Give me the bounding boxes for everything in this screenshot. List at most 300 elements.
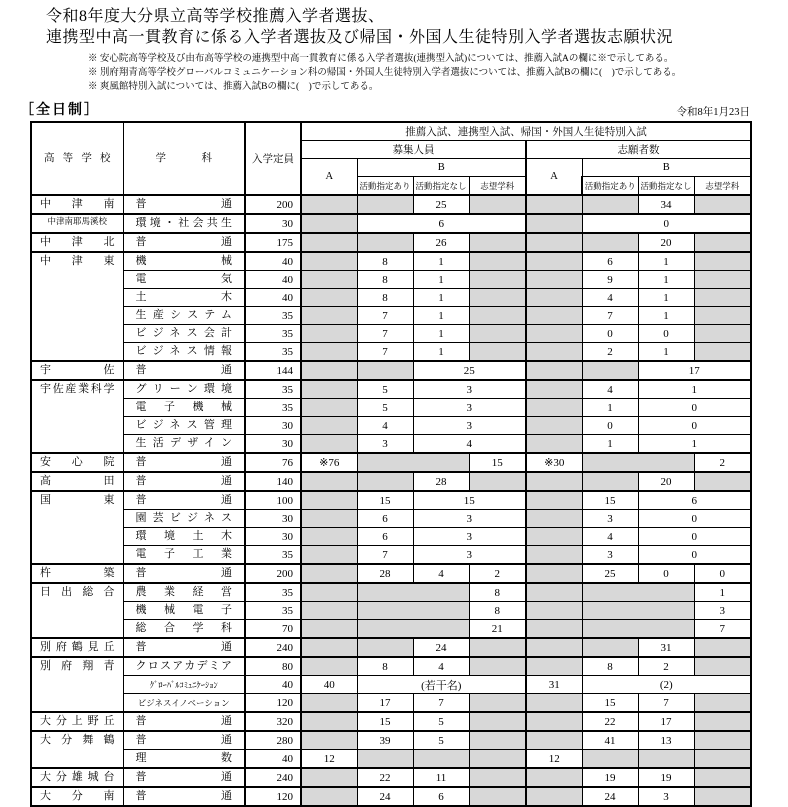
value-cell: ※76 (301, 453, 357, 472)
value-cell (582, 472, 638, 491)
value-cell (526, 491, 582, 510)
value-cell (526, 417, 582, 435)
department-cell: 農業経営 (123, 583, 245, 602)
capacity-cell: 40 (245, 750, 301, 769)
capacity-cell: 30 (245, 510, 301, 528)
value-cell: 0 (638, 325, 694, 343)
value-cell: 41 (582, 731, 638, 750)
value-cell (694, 233, 751, 252)
value-cell (357, 750, 413, 769)
value-cell: 1 (694, 583, 751, 602)
capacity-cell: 140 (245, 472, 301, 491)
value-cell (301, 435, 357, 454)
value-cell (301, 361, 357, 380)
value-cell: 3 (582, 546, 638, 565)
table-row (31, 380, 751, 399)
value-cell: 8 (469, 583, 526, 602)
value-cell (582, 750, 638, 769)
value-cell: (2) (582, 676, 751, 694)
value-cell: 6 (357, 510, 413, 528)
department-cell: 普通 (123, 712, 245, 731)
value-cell: 1 (638, 307, 694, 325)
capacity-cell: 35 (245, 307, 301, 325)
table-row (31, 638, 751, 657)
school-name-cell: 中津南 (31, 195, 123, 214)
capacity-cell: 175 (245, 233, 301, 252)
table-row (31, 307, 751, 325)
header-school: 高等学校 (31, 122, 123, 195)
header-capacity: 入学定員 (245, 122, 301, 195)
value-cell: 3 (638, 787, 694, 806)
department-cell: 理数 (123, 750, 245, 769)
value-cell (301, 271, 357, 289)
department-cell: ビジネスイノベーション (123, 694, 245, 713)
value-cell (357, 583, 469, 602)
value-cell: 7 (357, 325, 413, 343)
value-cell: 3 (357, 435, 413, 454)
value-cell (526, 787, 582, 806)
department-cell: ビジネス管理 (123, 417, 245, 435)
value-cell: (若干名) (357, 676, 526, 694)
value-cell (469, 750, 526, 769)
value-cell (526, 638, 582, 657)
value-cell (301, 399, 357, 417)
value-cell (694, 787, 751, 806)
value-cell: 15 (357, 491, 413, 510)
value-cell: 1 (582, 435, 638, 454)
capacity-cell: 35 (245, 602, 301, 620)
value-cell (301, 252, 357, 271)
value-cell: 1 (638, 380, 751, 399)
value-cell: 15 (582, 694, 638, 713)
value-cell (694, 289, 751, 307)
value-cell: 1 (413, 289, 469, 307)
value-cell (526, 271, 582, 289)
value-cell: 1 (638, 252, 694, 271)
value-cell: 8 (357, 289, 413, 307)
table-row (31, 472, 751, 491)
header-recruit: 募集人員 (301, 141, 526, 159)
value-cell: ※30 (526, 453, 582, 472)
value-cell (301, 510, 357, 528)
value-cell: 31 (638, 638, 694, 657)
note-line: ※ 別府翔青高等学校グローバルコミュニケーション科の帰国・外国人生徒特別入学者選抜については、推薦入試Bの欄に( )で示してある。 (88, 67, 682, 78)
value-cell (694, 343, 751, 362)
value-cell: 2 (469, 564, 526, 583)
department-cell: 普通 (123, 453, 245, 472)
department-cell: 機械電子 (123, 602, 245, 620)
table-row (31, 510, 751, 528)
value-cell: 17 (357, 694, 413, 713)
department-cell: 電子機械 (123, 399, 245, 417)
table-row (31, 602, 751, 620)
value-cell (469, 233, 526, 252)
value-cell: 6 (638, 491, 751, 510)
value-cell (301, 768, 357, 787)
school-name-cell: 宇佐産業科学 (31, 380, 123, 453)
department-cell: 普通 (123, 638, 245, 657)
document-title (46, 7, 788, 49)
value-cell: 0 (638, 546, 751, 565)
value-cell: 4 (413, 435, 526, 454)
capacity-cell: 70 (245, 620, 301, 639)
value-cell (469, 712, 526, 731)
value-cell (357, 620, 469, 639)
header-department: 学科 (123, 122, 245, 195)
value-cell: 20 (638, 233, 694, 252)
table-row (31, 694, 751, 713)
value-cell (301, 694, 357, 713)
header-desired-department: 志望学科 (469, 177, 526, 196)
department-cell: 生産システム (123, 307, 245, 325)
value-cell (301, 325, 357, 343)
department-cell: 普通 (123, 472, 245, 491)
value-cell (301, 528, 357, 546)
value-cell: 12 (301, 750, 357, 769)
table-row (31, 583, 751, 602)
value-cell (526, 602, 582, 620)
value-cell: 2 (582, 343, 638, 362)
department-cell: ビジネス情報 (123, 343, 245, 362)
value-cell (469, 195, 526, 214)
table-row (31, 214, 751, 233)
school-name-cell: 中津南耶馬溪校 (31, 214, 123, 233)
header-activity-specified: 活動指定あり (357, 177, 413, 196)
value-cell (526, 583, 582, 602)
title-line-1: 令和8年度大分県立高等学校推薦入学者選抜、 (46, 8, 385, 25)
capacity-cell: 144 (245, 361, 301, 380)
value-cell (526, 694, 582, 713)
value-cell: 8 (357, 271, 413, 289)
school-name-cell: 中津東 (31, 252, 123, 361)
value-cell: 25 (582, 564, 638, 583)
value-cell (694, 750, 751, 769)
value-cell: 3 (413, 546, 526, 565)
department-cell: 電気 (123, 271, 245, 289)
department-cell: ビジネス会計 (123, 325, 245, 343)
value-cell: 1 (638, 435, 751, 454)
value-cell: 4 (357, 417, 413, 435)
value-cell (694, 712, 751, 731)
value-cell (694, 252, 751, 271)
value-cell: 31 (526, 676, 582, 694)
value-cell (526, 768, 582, 787)
value-cell: 7 (638, 694, 694, 713)
school-name-cell: 高田 (31, 472, 123, 491)
value-cell: 2 (694, 453, 751, 472)
value-cell: 3 (413, 510, 526, 528)
value-cell: 34 (638, 195, 694, 214)
value-cell: 15 (582, 491, 638, 510)
table-row (31, 252, 751, 271)
value-cell: 4 (413, 564, 469, 583)
value-cell (301, 233, 357, 252)
value-cell (469, 657, 526, 676)
value-cell (301, 380, 357, 399)
capacity-cell: 35 (245, 583, 301, 602)
table-row (31, 325, 751, 343)
value-cell (694, 731, 751, 750)
value-cell: 15 (469, 453, 526, 472)
table-row (31, 271, 751, 289)
value-cell (469, 325, 526, 343)
department-cell: 普通 (123, 233, 245, 252)
table-row (31, 435, 751, 454)
value-cell (301, 195, 357, 214)
value-cell (469, 252, 526, 271)
value-cell (526, 399, 582, 417)
value-cell: 26 (413, 233, 469, 252)
value-cell (526, 195, 582, 214)
value-cell (526, 214, 582, 233)
capacity-cell: 40 (245, 252, 301, 271)
value-cell (469, 787, 526, 806)
table-row (31, 361, 751, 380)
value-cell (301, 546, 357, 565)
department-cell: 普通 (123, 787, 245, 806)
value-cell: 0 (582, 325, 638, 343)
value-cell (526, 343, 582, 362)
header-recruit-a: A (301, 159, 357, 196)
value-cell (694, 694, 751, 713)
value-cell (694, 768, 751, 787)
value-cell: 13 (638, 731, 694, 750)
school-name-cell: 安心院 (31, 453, 123, 472)
header-exam-group: 推薦入試、連携型入試、帰国・外国人生徒特別入試 (301, 122, 751, 141)
value-cell (582, 453, 694, 472)
table-row (31, 620, 751, 639)
school-name-cell: 大分舞鶴 (31, 731, 123, 768)
value-cell (582, 233, 638, 252)
table-row (31, 417, 751, 435)
value-cell (582, 361, 638, 380)
value-cell: 3 (413, 380, 526, 399)
value-cell: 0 (638, 417, 751, 435)
value-cell (526, 233, 582, 252)
value-cell: 17 (638, 712, 694, 731)
department-cell: 普通 (123, 195, 245, 214)
value-cell: 24 (413, 638, 469, 657)
value-cell: 5 (357, 380, 413, 399)
table-header (31, 122, 751, 195)
value-cell (469, 768, 526, 787)
value-cell: 22 (357, 768, 413, 787)
school-name-cell: 宇佐 (31, 361, 123, 380)
department-cell: 園芸ビジネス (123, 510, 245, 528)
header-activity-unspecified: 活動指定なし (413, 177, 469, 196)
value-cell: 0 (582, 214, 751, 233)
value-cell (526, 252, 582, 271)
value-cell (526, 712, 582, 731)
value-cell (469, 271, 526, 289)
value-cell: 0 (638, 399, 751, 417)
value-cell (301, 307, 357, 325)
value-cell (526, 546, 582, 565)
value-cell: 7 (357, 343, 413, 362)
value-cell (582, 638, 638, 657)
school-name-cell: 中津北 (31, 233, 123, 252)
value-cell: 4 (413, 657, 469, 676)
value-cell: 1 (413, 271, 469, 289)
value-cell: 5 (357, 399, 413, 417)
table-row (31, 750, 751, 769)
value-cell (357, 453, 469, 472)
value-cell (469, 307, 526, 325)
value-cell: 24 (357, 787, 413, 806)
department-cell: 電子工業 (123, 546, 245, 565)
table-row (31, 233, 751, 252)
value-cell (301, 417, 357, 435)
school-name-cell: 大分上野丘 (31, 712, 123, 731)
value-cell: 1 (638, 289, 694, 307)
date-label: 令和8年1月23日 (676, 107, 750, 119)
value-cell (301, 289, 357, 307)
value-cell (301, 491, 357, 510)
header-recruit-b: B (357, 159, 526, 177)
department-cell: 機械 (123, 252, 245, 271)
value-cell (694, 657, 751, 676)
value-cell (638, 750, 694, 769)
value-cell (301, 583, 357, 602)
value-cell (526, 361, 582, 380)
notes (88, 52, 788, 95)
value-cell: 1 (413, 343, 469, 362)
department-cell: 普通 (123, 564, 245, 583)
value-cell: 6 (413, 787, 469, 806)
table-row (31, 731, 751, 750)
value-cell (301, 787, 357, 806)
value-cell: 39 (357, 731, 413, 750)
value-cell (694, 325, 751, 343)
value-cell (694, 271, 751, 289)
value-cell (413, 750, 469, 769)
application-status-table (30, 121, 752, 807)
day-type-label: ［全日制］ (20, 103, 100, 119)
capacity-cell: 30 (245, 417, 301, 435)
value-cell (301, 731, 357, 750)
capacity-cell: 30 (245, 435, 301, 454)
value-cell: 8 (469, 602, 526, 620)
value-cell (301, 214, 357, 233)
capacity-cell: 80 (245, 657, 301, 676)
value-cell: 7 (582, 307, 638, 325)
value-cell (469, 731, 526, 750)
value-cell: 8 (357, 657, 413, 676)
value-cell: 17 (638, 361, 751, 380)
capacity-cell: 35 (245, 343, 301, 362)
department-cell: クロスアカデミア (123, 657, 245, 676)
school-name-cell: 国東 (31, 491, 123, 564)
document-page (0, 7, 788, 803)
value-cell: 1 (413, 307, 469, 325)
table-row (31, 453, 751, 472)
value-cell (469, 343, 526, 362)
value-cell (526, 435, 582, 454)
note-line: ※ 爽風館特別入試については、推薦入試Bの欄に( )で示してある。 (88, 82, 379, 93)
value-cell: 4 (582, 289, 638, 307)
value-cell (301, 712, 357, 731)
value-cell (526, 289, 582, 307)
value-cell (694, 195, 751, 214)
value-cell: 4 (582, 528, 638, 546)
value-cell (694, 472, 751, 491)
header-applicants-b: B (582, 159, 751, 177)
value-cell (582, 583, 694, 602)
table-row (31, 289, 751, 307)
value-cell: 5 (413, 712, 469, 731)
value-cell: 6 (582, 252, 638, 271)
capacity-cell: 35 (245, 399, 301, 417)
value-cell: 6 (357, 214, 526, 233)
value-cell (357, 361, 413, 380)
value-cell: 25 (413, 361, 526, 380)
value-cell: 15 (357, 712, 413, 731)
value-cell: 24 (582, 787, 638, 806)
value-cell: 0 (694, 564, 751, 583)
capacity-cell: 100 (245, 491, 301, 510)
value-cell (469, 694, 526, 713)
value-cell (526, 325, 582, 343)
capacity-cell: 30 (245, 214, 301, 233)
capacity-cell: 40 (245, 271, 301, 289)
table-row (31, 564, 751, 583)
department-cell: ｸﾞﾛｰﾊﾞﾙｺﾐｭﾆｹｰｼｮﾝ (123, 676, 245, 694)
school-name-cell: 日出総合 (31, 583, 123, 638)
value-cell: 8 (582, 657, 638, 676)
department-cell: 環境土木 (123, 528, 245, 546)
value-cell (357, 195, 413, 214)
value-cell (301, 602, 357, 620)
table-row (31, 712, 751, 731)
school-name-cell: 別府鶴見丘 (31, 638, 123, 657)
school-name-cell: 大分南 (31, 787, 123, 806)
header-applicants-a: A (526, 159, 582, 196)
table-row (31, 528, 751, 546)
value-cell (301, 343, 357, 362)
value-cell: 22 (582, 712, 638, 731)
value-cell: 0 (638, 510, 751, 528)
value-cell (582, 602, 694, 620)
value-cell (526, 510, 582, 528)
value-cell (526, 731, 582, 750)
capacity-cell: 40 (245, 289, 301, 307)
value-cell: 8 (357, 252, 413, 271)
table-row (31, 546, 751, 565)
table-body (31, 195, 751, 806)
table-row (31, 768, 751, 787)
value-cell: 19 (638, 768, 694, 787)
table-row (31, 676, 751, 694)
school-name-cell: 杵築 (31, 564, 123, 583)
capacity-cell: 240 (245, 638, 301, 657)
header-activity-specified: 活動指定あり (582, 177, 638, 196)
capacity-cell: 40 (245, 676, 301, 694)
capacity-cell: 200 (245, 195, 301, 214)
school-name-cell: 別府翔青 (31, 657, 123, 712)
value-cell: 6 (357, 528, 413, 546)
department-cell: グリーン環境 (123, 380, 245, 399)
capacity-cell: 30 (245, 528, 301, 546)
value-cell: 9 (582, 271, 638, 289)
capacity-cell: 240 (245, 768, 301, 787)
value-cell: 40 (301, 676, 357, 694)
header-applicants: 志願者数 (526, 141, 751, 159)
value-cell: 3 (582, 510, 638, 528)
subheader (20, 99, 750, 119)
value-cell (469, 638, 526, 657)
value-cell: 7 (413, 694, 469, 713)
value-cell (469, 472, 526, 491)
